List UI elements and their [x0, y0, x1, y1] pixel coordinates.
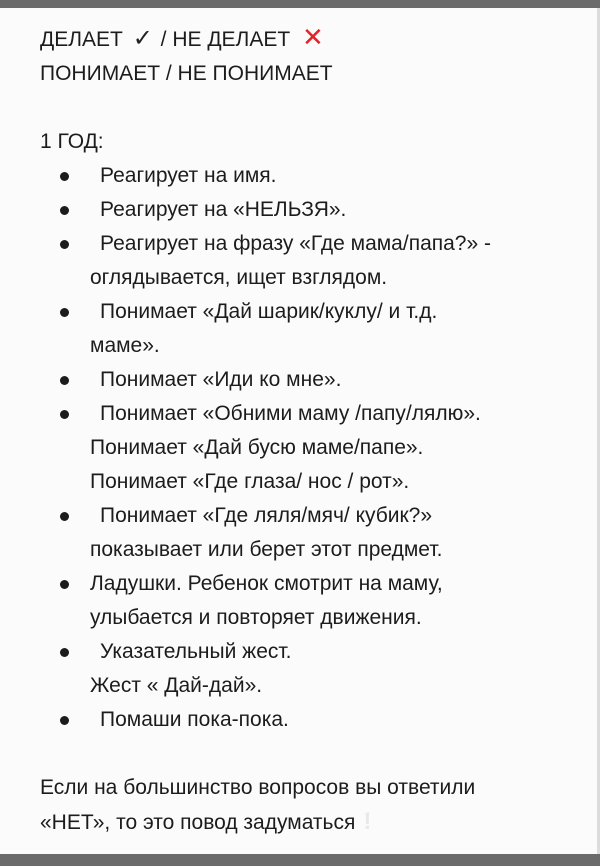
list-item: Ладушки. Ребенок смотрит на маму, улыбается и повторяет движения.	[40, 567, 585, 635]
bullet-icon	[60, 580, 69, 589]
checkmark-icon: ✓	[132, 25, 153, 52]
bullet-icon	[60, 172, 69, 181]
list-item: Понимает «Где ляля/мяч/ кубик?» показывает или берет этот предмет.	[40, 499, 585, 567]
list-item: Реагирует на имя.	[40, 159, 585, 193]
bullet-icon	[60, 308, 69, 317]
footer-line-1: Если на большинство вопросов вы ответили	[40, 776, 476, 799]
bullet-icon	[60, 410, 69, 419]
does-label: ДЕЛАЕТ	[40, 28, 123, 51]
exclamation-icon: !	[363, 808, 372, 835]
bullet-icon	[60, 206, 69, 215]
bullet-icon	[60, 716, 69, 725]
bullet-icon	[60, 240, 69, 249]
header-line-1	[40, 20, 585, 57]
footer-line-2: «НЕТ», то это повод задуматься !	[40, 805, 585, 840]
top-bar	[0, 0, 600, 8]
document-body	[40, 20, 585, 840]
list-item: Помаши пока-пока.	[40, 703, 585, 737]
header-line-2: ПОНИМАЕТ / НЕ ПОНИМАЕТ	[40, 62, 333, 85]
milestone-list	[40, 159, 585, 737]
not-does-label: / НЕ ДЕЛАЕТ	[160, 28, 291, 51]
list-item: Понимает «Дай шарик/куклу/ и т.д. маме».	[40, 295, 585, 363]
bottom-bar	[0, 854, 600, 866]
list-item: Понимает «Обними маму /папу/лялю». Понимает «Дай бусю маме/папе». Понимает «Где глаза/ нос / рот».	[40, 397, 585, 499]
cross-icon: ✕	[302, 22, 324, 52]
age-label: 1 ГОД:	[40, 130, 104, 153]
list-item: Реагирует на фразу «Где мама/папа?» - оглядывается, ищет взглядом.	[40, 227, 585, 295]
bullet-icon	[60, 512, 69, 521]
bullet-icon	[60, 648, 69, 657]
list-item: Понимает «Иди ко мне».	[40, 363, 585, 397]
bullet-icon	[60, 376, 69, 385]
list-item: Указательный жест. Жест « Дай-дай».	[40, 635, 585, 703]
list-item: Реагирует на «НЕЛЬЗЯ».	[40, 193, 585, 227]
